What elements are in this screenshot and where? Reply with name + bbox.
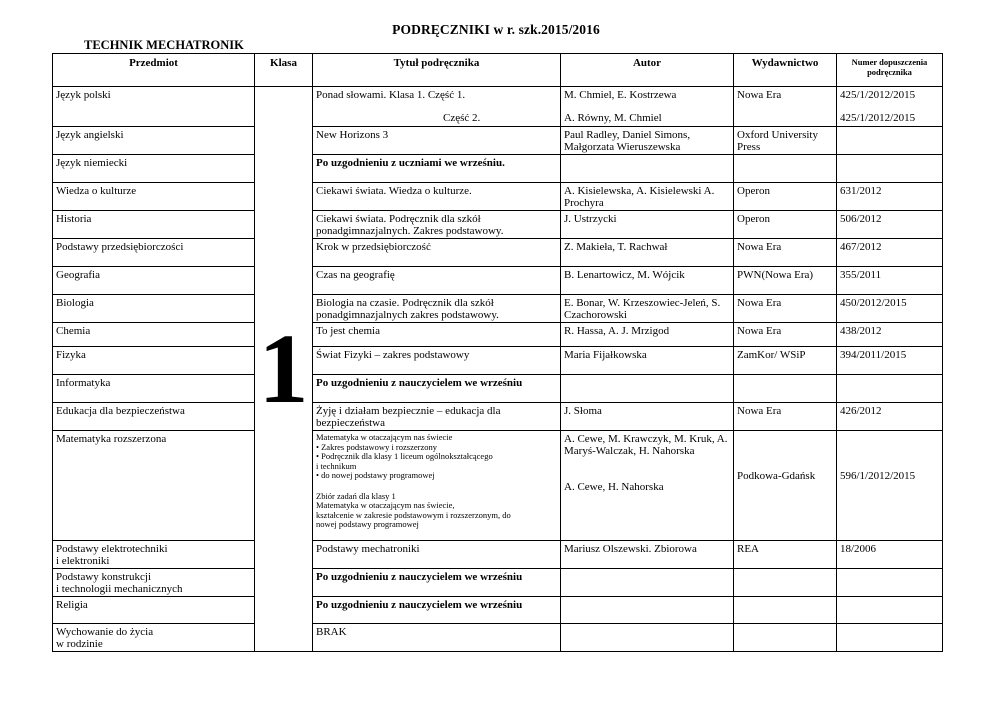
author-cell [561, 624, 734, 652]
publisher-cell [734, 155, 837, 183]
title-cell: Biologia na czasie. Podręcznik dla szkół ponadgimnazjalnych zakres podstawowy. [313, 295, 561, 323]
title-line: • Zakres podstawowy i rozszerzony [316, 441, 437, 452]
publisher-line: Podkowa-Gdańsk [737, 470, 816, 482]
subject-cell [53, 569, 255, 597]
number-cell: 450/2012/2015 [837, 295, 943, 323]
number-cell: 467/2012 [837, 239, 943, 267]
publisher-cell: Operon [734, 183, 837, 211]
header-klasa: Klasa [255, 54, 313, 87]
subject-cell: Biologia [53, 295, 255, 323]
subject-line: w rodzinie [56, 638, 103, 650]
number-cell: 438/2012 [837, 323, 943, 347]
author-line: A. Cewe, M. Krawczyk, M. Kruk, A. Maryś-Walczak, H. Nahorska [564, 433, 728, 457]
title-cell: Podstawy mechatroniki [313, 541, 561, 569]
author-cell: Maria Fijałkowska [561, 347, 734, 375]
number-cell: 355/2011 [837, 267, 943, 295]
table-row [53, 183, 943, 211]
table-row [53, 624, 943, 652]
subject-cell: Język niemiecki [53, 155, 255, 183]
title-cell: To jest chemia [313, 323, 561, 347]
subject-line: i technologii mechanicznych [56, 583, 183, 595]
number-line: 425/1/2012/2015 [840, 89, 916, 101]
author-cell: Paul Radley, Daniel Simons, Małgorzata Wieruszewska [561, 127, 734, 155]
title-line: i technikum [316, 460, 357, 471]
subject-cell: Chemia [53, 323, 255, 347]
number-cell: 506/2012 [837, 211, 943, 239]
publisher-cell [734, 624, 837, 652]
title-cell: Żyję i działam bezpiecznie – edukacja dla bezpieczeństwa [313, 403, 561, 431]
number-cell: 426/2012 [837, 403, 943, 431]
table-row [53, 127, 943, 155]
title-cell: Czas na geografię [313, 267, 561, 295]
author-line: A. Cewe, H. Nahorska [564, 481, 664, 493]
table-row [53, 87, 943, 127]
document-title: PODRĘCZNIKI w r. szk.2015/2016 [392, 22, 600, 37]
subject-line: i elektroniki [56, 555, 110, 567]
subject-cell: Religia [53, 597, 255, 624]
document-subtitle: TECHNIK MECHATRONIK [84, 38, 244, 52]
publisher-cell: REA [734, 541, 837, 569]
subject-cell: Wiedza o kulturze [53, 183, 255, 211]
publisher-cell [734, 375, 837, 403]
subject-line: Podstawy konstrukcji [56, 571, 152, 583]
table-row [53, 403, 943, 431]
title-cell: Po uzgodnieniu z nauczycielem we wrześniu [313, 375, 561, 403]
table-row [53, 431, 943, 541]
author-cell: R. Hassa, A. J. Mrzigod [561, 323, 734, 347]
number-line: 596/1/2012/2015 [840, 470, 916, 482]
header-autor: Autor [561, 54, 734, 87]
subject-cell: Geografia [53, 267, 255, 295]
publisher-cell [734, 431, 837, 541]
publisher-cell: Nowa Era [734, 87, 837, 127]
number-cell [837, 375, 943, 403]
subject-cell: Fizyka [53, 347, 255, 375]
title-line: Matematyka w otaczającym nas świecie, [316, 500, 455, 510]
subject-cell [53, 541, 255, 569]
title-cell: Po uzgodnieniu z uczniami we wrześniu. [313, 155, 561, 183]
title-cell: Świat Fizyki – zakres podstawowy [313, 347, 561, 375]
title-cell: New Horizons 3 [313, 127, 561, 155]
title-line: Ponad słowami. Klasa 1. Część 1. [316, 89, 466, 101]
title-cell: Po uzgodnieniu z nauczycielem we wrześniu [313, 597, 561, 624]
number-cell [837, 127, 943, 155]
author-cell: J. Słoma [561, 403, 734, 431]
author-cell: A. Kisielewska, A. Kisielewski A. Prochyra [561, 183, 734, 211]
title-cell: Po uzgodnieniu z nauczycielem we wrześniu [313, 569, 561, 597]
table-row [53, 597, 943, 624]
publisher-cell [734, 597, 837, 624]
publisher-cell: PWN(Nowa Era) [734, 267, 837, 295]
author-cell: E. Bonar, W. Krzeszowiec-Jeleń, S. Czachorowski [561, 295, 734, 323]
subject-cell [53, 624, 255, 652]
number-cell: 394/2011/2015 [837, 347, 943, 375]
subject-cell: Język polski [53, 87, 255, 127]
author-cell: B. Lenartowicz, M. Wójcik [561, 267, 734, 295]
title-cell [313, 431, 561, 541]
number-line: 425/1/2012/2015 [840, 112, 916, 124]
number-cell [837, 431, 943, 541]
header-wydawnictwo: Wydawnictwo [734, 54, 837, 87]
author-cell [561, 569, 734, 597]
klasa-cell: 1 [255, 87, 313, 652]
title-cell: Ciekawi świata. Wiedza o kulturze. [313, 183, 561, 211]
author-cell [561, 87, 734, 127]
author-cell: Mariusz Olszewski. Zbiorowa [561, 541, 734, 569]
number-cell [837, 624, 943, 652]
subject-cell: Język angielski [53, 127, 255, 155]
subject-cell: Edukacja dla bezpieczeństwa [53, 403, 255, 431]
textbook-table [52, 53, 943, 652]
publisher-cell: Nowa Era [734, 403, 837, 431]
publisher-cell: Operon [734, 211, 837, 239]
title-line: • Podręcznik dla klasy 1 liceum ogólnokształcącego [316, 451, 493, 461]
number-cell [837, 597, 943, 624]
author-cell [561, 155, 734, 183]
table-row [53, 323, 943, 347]
author-cell [561, 597, 734, 624]
table-row [53, 155, 943, 183]
header-przedmiot: Przedmiot [53, 54, 255, 87]
subject-cell: Historia [53, 211, 255, 239]
table-row [53, 267, 943, 295]
title-line: Matematyka w otaczającym nas świecie [316, 432, 453, 442]
subject-cell: Informatyka [53, 375, 255, 403]
subject-line: Podstawy elektrotechniki [56, 543, 168, 555]
number-cell [837, 155, 943, 183]
title-cell [313, 87, 561, 127]
title-cell: Ciekawi świata. Podręcznik dla szkół ponadgimnazjalnych. Zakres podstawowy. [313, 211, 561, 239]
title-line: nowej podstawy programowej [316, 519, 419, 529]
author-cell [561, 375, 734, 403]
number-cell: 631/2012 [837, 183, 943, 211]
number-cell: 18/2006 [837, 541, 943, 569]
table-row [53, 541, 943, 569]
header-tytul: Tytuł podręcznika [313, 54, 561, 87]
number-cell [837, 87, 943, 127]
table-row [53, 295, 943, 323]
title-line: • do nowej podstawy programowej [316, 470, 435, 480]
title-line: Część 2. [443, 112, 481, 124]
table-row [53, 375, 943, 403]
author-cell: J. Ustrzycki [561, 211, 734, 239]
author-line: A. Równy, M. Chmiel [564, 112, 662, 124]
publisher-cell: Nowa Era [734, 239, 837, 267]
subject-cell: Podstawy przedsiębiorczości [53, 239, 255, 267]
table-header-row [53, 54, 943, 87]
publisher-cell: Nowa Era [734, 323, 837, 347]
author-line: M. Chmiel, E. Kostrzewa [564, 89, 677, 101]
author-cell: Z. Makieła, T. Rachwał [561, 239, 734, 267]
publisher-cell [734, 569, 837, 597]
table-row [53, 347, 943, 375]
table-row [53, 239, 943, 267]
publisher-cell: Oxford University Press [734, 127, 837, 155]
author-cell [561, 431, 734, 541]
title-cell: BRAK [313, 624, 561, 652]
table-row [53, 211, 943, 239]
publisher-cell: ZamKor/ WSiP [734, 347, 837, 375]
title-line: kształcenie w zakresie podstawowym i rozszerzonym, do [316, 509, 511, 520]
publisher-cell: Nowa Era [734, 295, 837, 323]
title-cell: Krok w przedsiębiorczość [313, 239, 561, 267]
number-cell [837, 569, 943, 597]
table-row [53, 569, 943, 597]
title-line: Zbiór zadań dla klasy 1 [316, 490, 396, 501]
subject-cell: Matematyka rozszerzona [53, 431, 255, 541]
header-numer: Numer dopuszczenia podręcznika [837, 54, 943, 87]
subject-line: Wychowanie do życia [56, 626, 154, 638]
